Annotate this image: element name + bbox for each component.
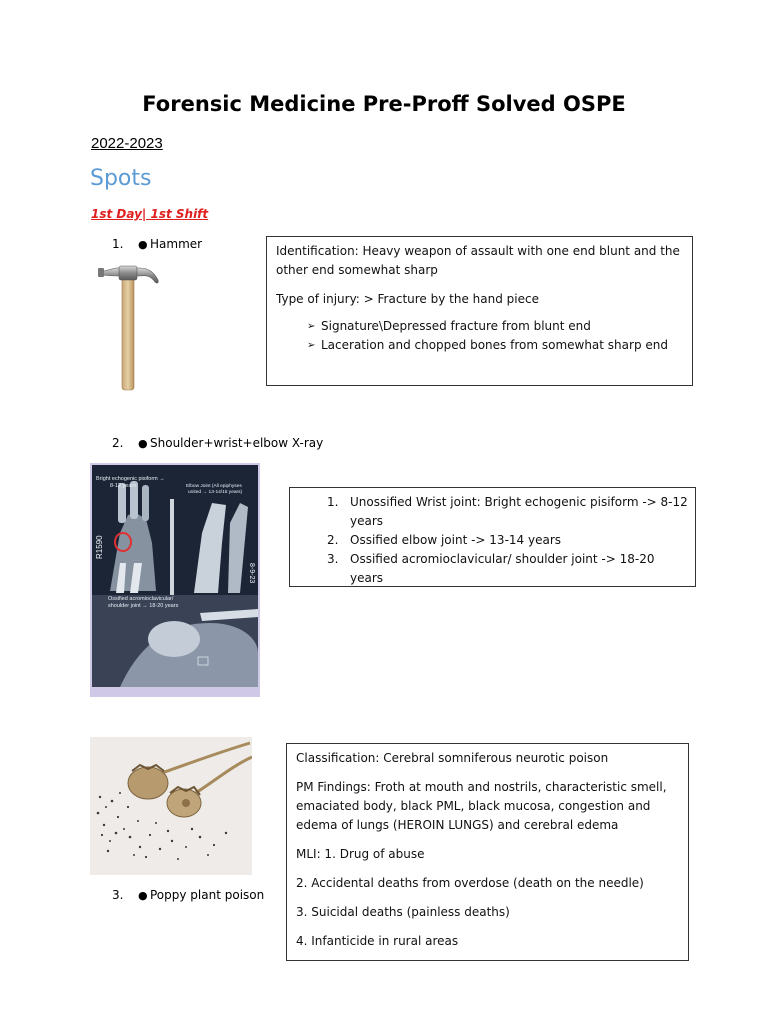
item-label: Shoulder+wrist+elbow X-ray xyxy=(150,436,324,450)
mli-text: MLI: 1. Drug of abuse xyxy=(296,847,425,861)
xray-film-id: R1590 xyxy=(95,535,104,559)
xray-wrist-label: Bright echogenic pisiform → 8-12 years xyxy=(96,476,165,489)
list-item: 1. Unossified Wrist joint: Bright echogenic pisiform -> 8-12 years xyxy=(327,495,688,528)
bullet-icon: ● xyxy=(138,238,148,251)
list-item: 2. Ossified elbow joint -> 13-14 years xyxy=(327,533,562,547)
list-item-poppy xyxy=(112,888,264,902)
page-title: Forensic Medicine Pre-Proff Solved OSPE xyxy=(142,92,626,116)
hammer-answer-box xyxy=(266,236,693,386)
mli-point-2: 2. Accidental deaths from overdose (death on the needle) xyxy=(296,876,644,890)
identification-text: Identification: Heavy weapon of assault with one end blunt and the other end somewhat sharp xyxy=(276,244,680,277)
list-item: 3. Ossified acromioclavicular/ shoulder joint -> 18-20 years xyxy=(327,552,655,585)
pm-findings-text: PM Findings: Froth at mouth and nostrils, characteristic smell, emaciated body, black PML, black mucosa, congestion and edema of lungs (HEROIN LUNGS) and cerebral edema xyxy=(296,780,667,832)
list-item-hammer xyxy=(112,237,202,251)
xray-image xyxy=(90,463,260,697)
hammer-image xyxy=(96,262,162,392)
bullet-icon: ● xyxy=(138,889,148,902)
injury-points-list xyxy=(276,317,683,355)
mli-point-4: 4. Infanticide in rural areas xyxy=(296,934,459,948)
xray-answer-box xyxy=(289,487,696,587)
poppy-answer-box xyxy=(286,743,689,961)
xray-shoulder-label: Ossified acromioclavicular/ shoulder joint → 18-20 years xyxy=(108,596,179,609)
item-label: Hammer xyxy=(150,237,203,251)
year-heading: 2022-2023 xyxy=(91,135,163,152)
list-item: ➢ Signature\Depressed fracture from blunt end xyxy=(276,317,683,336)
section-heading: Spots xyxy=(90,166,152,191)
xray-elbow-label: Elbow Joint (All epiphyses united → 13-14/15 years) xyxy=(186,484,243,495)
arrow-bullet-icon: ➢ xyxy=(307,340,316,351)
item-number: 1. xyxy=(112,237,124,251)
type-of-injury-text: Type of injury: > Fracture by the hand piece xyxy=(276,292,539,306)
xray-points-list xyxy=(296,493,689,588)
item-number: 2. xyxy=(112,436,124,450)
item-number: 3. xyxy=(112,888,124,902)
list-item-xray xyxy=(112,436,323,450)
xray-film-date: 8-9-23 xyxy=(248,563,255,584)
poppy-image xyxy=(90,737,252,875)
item-label: Poppy plant poison xyxy=(150,888,265,902)
shift-label: 1st Day| 1st Shift xyxy=(91,207,209,221)
bullet-icon: ● xyxy=(138,437,148,450)
list-item: ➢ Laceration and chopped bones from somewhat sharp end xyxy=(276,336,683,355)
mli-point-3: 3. Suicidal deaths (painless deaths) xyxy=(296,905,510,919)
classification-text: Classification: Cerebral somniferous neurotic poison xyxy=(296,751,609,765)
arrow-bullet-icon: ➢ xyxy=(307,321,316,332)
